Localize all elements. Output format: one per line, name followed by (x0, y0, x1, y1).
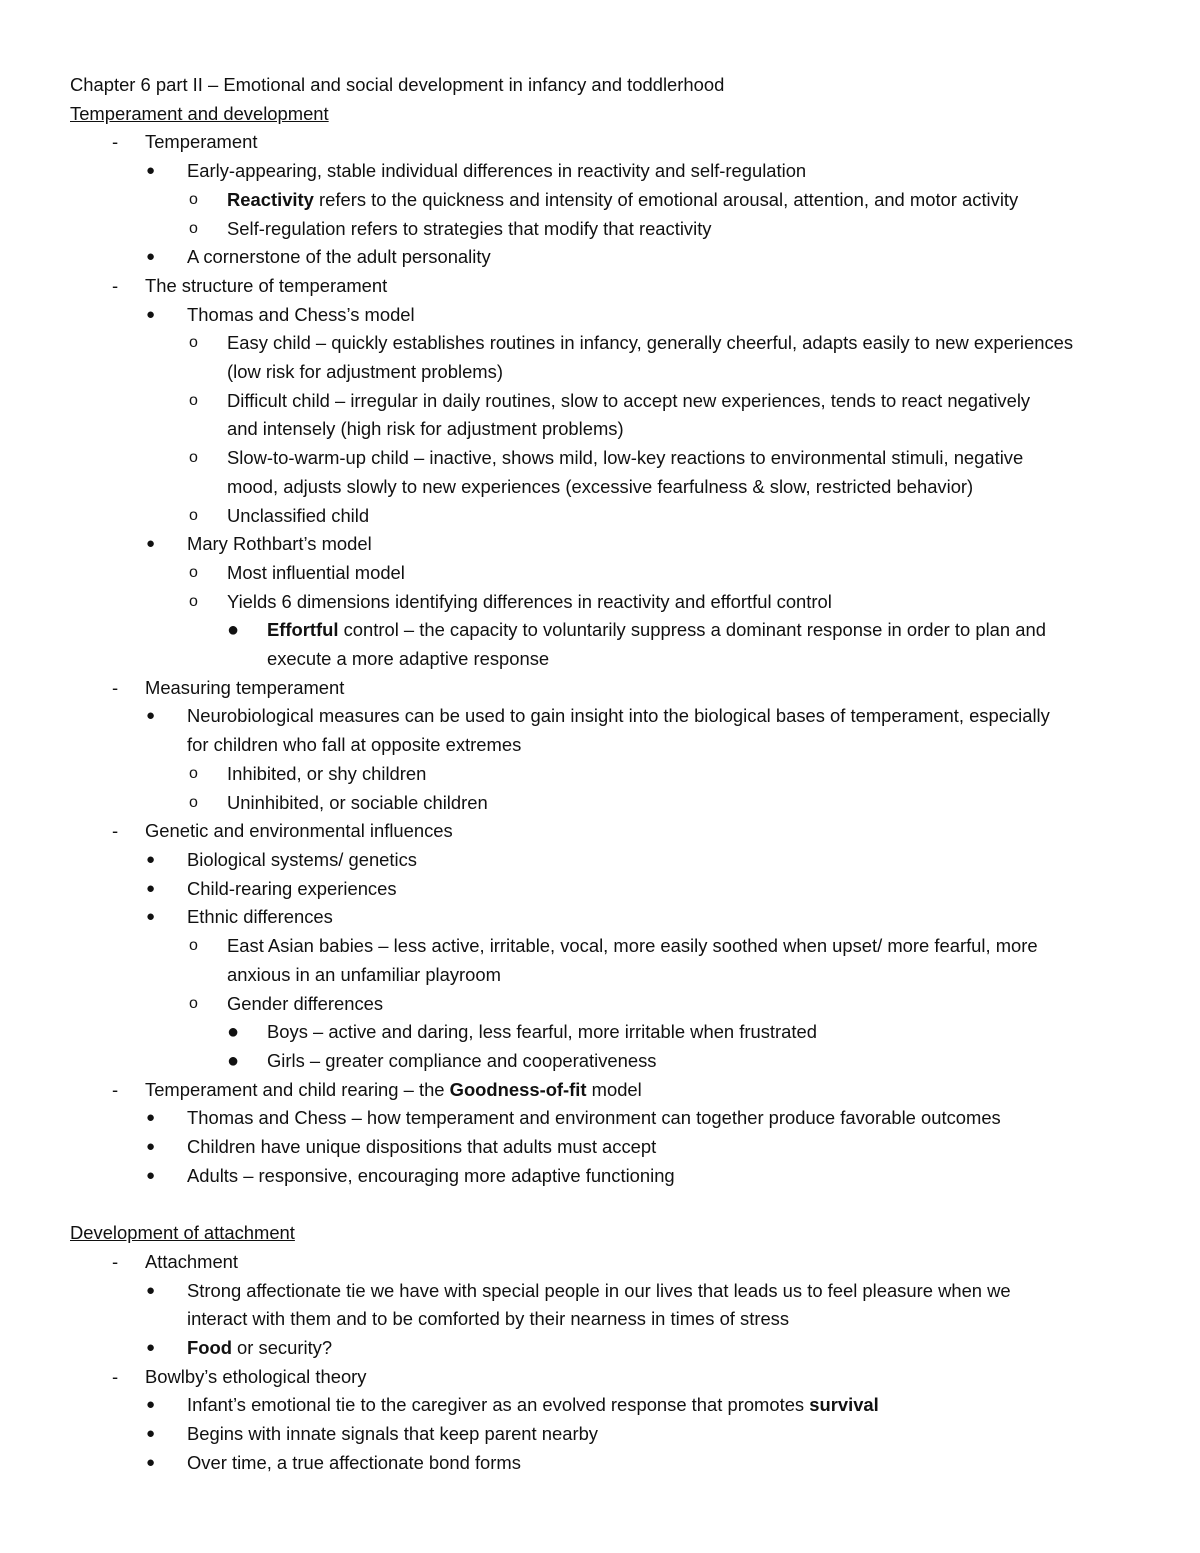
list-item (70, 272, 1140, 301)
section-heading-temperament (70, 100, 1140, 129)
list-item (70, 1391, 1140, 1420)
section-heading-attachment (70, 1219, 1140, 1248)
list-item (70, 157, 1140, 186)
term-bold: Food (187, 1336, 232, 1358)
list-item (70, 588, 1140, 617)
list-item-text: Difficult child – irregular in daily routines, slow to accept new experiences, tends to react negatively (227, 389, 1031, 411)
square-marker: ● (227, 1049, 240, 1072)
bullet-marker: ● (146, 1138, 156, 1156)
circle-marker: o (189, 793, 198, 811)
list-item (70, 502, 1140, 531)
list-item-text: Self-regulation refers to strategies that modify that reactivity (227, 217, 712, 239)
list-item-text: Temperament (145, 131, 258, 153)
list-item-text: Easy child – quickly establishes routines in infancy, generally cheerful, adapts easily to new experiences (227, 332, 1074, 354)
list-item-text: Children have unique dispositions that adults must accept (187, 1136, 657, 1158)
list-item-text: Infant’s emotional tie to the caregiver as an evolved response that promotes (187, 1394, 810, 1416)
list-item-text: Yields 6 dimensions identifying differences in reactivity and effortful control (227, 590, 832, 612)
list-item-text: Strong affectionate tie we have with special people in our lives that leads us to feel pleasure when we (187, 1279, 1011, 1301)
list-item-text: Most influential model (227, 561, 405, 583)
list-item-text: The structure of temperament (145, 274, 388, 296)
list-item (70, 903, 1140, 932)
list-item (70, 559, 1140, 588)
list-item-text: Girls – greater compliance and cooperativeness (267, 1049, 657, 1071)
dash-marker: - (112, 274, 119, 296)
list-item-text: Attachment (145, 1250, 239, 1272)
term-bold: Reactivity (227, 188, 314, 210)
circle-marker: o (189, 334, 198, 352)
list-item (70, 1449, 1140, 1478)
list-item-text: Early-appearing, stable individual differences in reactivity and self-regulation (187, 160, 807, 182)
list-item (70, 616, 1140, 645)
list-item (70, 530, 1140, 559)
list-item (70, 1133, 1140, 1162)
list-item-continuation (70, 415, 1140, 444)
list-item (70, 444, 1140, 473)
list-item (70, 817, 1140, 846)
term-bold: Effortful (267, 619, 339, 641)
list-item-continuation (70, 1305, 1140, 1334)
list-item-text: or security? (231, 1336, 333, 1358)
circle-marker: o (189, 190, 198, 208)
circle-marker: o (189, 449, 198, 467)
list-item-text: anxious in an unfamiliar playroom (227, 963, 501, 985)
list-item (70, 301, 1140, 330)
bullet-marker: ● (146, 1281, 156, 1299)
list-item (70, 990, 1140, 1019)
list-item (70, 1420, 1140, 1449)
list-item-text: Ethnic differences (187, 906, 333, 928)
dash-marker: - (112, 820, 119, 842)
square-marker: ● (227, 619, 240, 642)
list-item (70, 1162, 1140, 1191)
list-item-text: Adults – responsive, encouraging more adaptive functioning (187, 1164, 675, 1186)
list-item-text: execute a more adaptive response (267, 648, 550, 670)
list-item-text: Neurobiological measures can be used to gain insight into the biological bases of temperament, especially (187, 705, 1050, 727)
list-item-text: Thomas and Chess – how temperament and environment can together produce favorable outcomes (187, 1107, 1001, 1129)
term-bold: survival (809, 1394, 879, 1416)
list-item (70, 1076, 1140, 1105)
bullet-marker: ● (146, 1166, 156, 1184)
document-title: Chapter 6 part II – Emotional and social development in infancy and toddlerhood (70, 74, 725, 95)
circle-marker: o (189, 592, 198, 610)
list-item (70, 329, 1140, 358)
list-item (70, 1047, 1140, 1076)
list-item-text: Boys – active and daring, less fearful, more irritable when frustrated (267, 1021, 817, 1043)
bullet-marker: ● (146, 1453, 156, 1471)
list-item (70, 875, 1140, 904)
circle-marker: o (189, 506, 198, 524)
list-item (70, 760, 1140, 789)
bullet-marker: ● (146, 1338, 156, 1356)
list-item-text: control – the capacity to voluntarily suppress a dominant response in order to plan and (338, 619, 1046, 641)
bullet-marker: ● (146, 707, 156, 725)
list-item-text: Slow-to-warm-up child – inactive, shows mild, low-key reactions to environmental stimuli, negative (227, 447, 1024, 469)
list-item-continuation (70, 358, 1140, 387)
list-item (70, 674, 1140, 703)
list-item-text: Biological systems/ genetics (187, 848, 417, 870)
list-item-text: mood, adjusts slowly to new experiences (excessive fearfulness & slow, restricted behavior) (227, 475, 974, 497)
bullet-marker: ● (146, 1109, 156, 1127)
term-bold: Goodness-of-fit (449, 1078, 587, 1100)
dash-marker: - (112, 1250, 119, 1272)
circle-marker: o (189, 937, 198, 955)
list-item (70, 1248, 1140, 1277)
bullet-marker: ● (146, 1396, 156, 1414)
list-item-text: Temperament and child rearing – the (145, 1078, 450, 1100)
list-item-text: model (586, 1078, 642, 1100)
list-item (70, 1363, 1140, 1392)
document-body (70, 71, 1140, 1477)
list-item-text: A cornerstone of the adult personality (187, 246, 491, 268)
circle-marker: o (189, 219, 198, 237)
list-item-continuation (70, 961, 1140, 990)
circle-marker: o (189, 994, 198, 1012)
list-item (70, 789, 1140, 818)
list-item (70, 215, 1140, 244)
heading-text: Development of attachment (70, 1222, 295, 1244)
circle-marker: o (189, 563, 198, 581)
bullet-marker: ● (146, 1425, 156, 1443)
list-item-continuation (70, 731, 1140, 760)
bullet-marker: ● (146, 248, 156, 266)
list-item-continuation (70, 473, 1140, 502)
square-marker: ● (227, 1021, 240, 1044)
bullet-marker: ● (146, 850, 156, 868)
list-item-text: Unclassified child (227, 504, 370, 526)
list-item-text: Child-rearing experiences (187, 877, 397, 899)
list-item-text: Mary Rothbart’s model (187, 533, 372, 555)
heading-text: Temperament and development (70, 102, 329, 124)
list-item (70, 1334, 1140, 1363)
list-item-text: interact with them and to be comforted by their nearness in times of stress (187, 1308, 790, 1330)
paragraph-gap (70, 1190, 1140, 1219)
list-item-text: Measuring temperament (145, 676, 345, 698)
list-item (70, 846, 1140, 875)
dash-marker: - (112, 1365, 119, 1387)
list-item-text: Uninhibited, or sociable children (227, 791, 488, 813)
dash-marker: - (112, 131, 119, 153)
bullet-marker: ● (146, 908, 156, 926)
list-item-text: Bowlby’s ethological theory (145, 1365, 367, 1387)
list-item (70, 1104, 1140, 1133)
list-item-text: Gender differences (227, 992, 384, 1014)
list-item-text: East Asian babies – less active, irritable, vocal, more easily soothed when upset/ more fearful, more (227, 935, 1038, 957)
bullet-marker: ● (146, 162, 156, 180)
bullet-marker: ● (146, 305, 156, 323)
list-item-text: Inhibited, or shy children (227, 762, 427, 784)
list-item-text: Genetic and environmental influences (145, 820, 453, 842)
circle-marker: o (189, 764, 198, 782)
list-item-text: Over time, a true affectionate bond forms (187, 1451, 521, 1473)
list-item (70, 243, 1140, 272)
circle-marker: o (189, 391, 198, 409)
list-item (70, 186, 1140, 215)
dash-marker: - (112, 1078, 119, 1100)
list-item-text: Begins with innate signals that keep parent nearby (187, 1423, 598, 1445)
list-item-text: and intensely (high risk for adjustment problems) (227, 418, 624, 440)
list-item (70, 1277, 1140, 1306)
list-item (70, 387, 1140, 416)
list-item-text: for children who fall at opposite extremes (187, 734, 522, 756)
list-item (70, 932, 1140, 961)
list-item (70, 1018, 1140, 1047)
bullet-marker: ● (146, 879, 156, 897)
bullet-marker: ● (146, 535, 156, 553)
list-item-text: refers to the quickness and intensity of emotional arousal, attention, and motor activity (313, 188, 1019, 210)
list-item (70, 128, 1140, 157)
list-item (70, 702, 1140, 731)
list-item-text: (low risk for adjustment problems) (227, 361, 503, 383)
dash-marker: - (112, 676, 119, 698)
list-item-continuation (70, 645, 1140, 674)
list-item-text: Thomas and Chess’s model (187, 303, 415, 325)
